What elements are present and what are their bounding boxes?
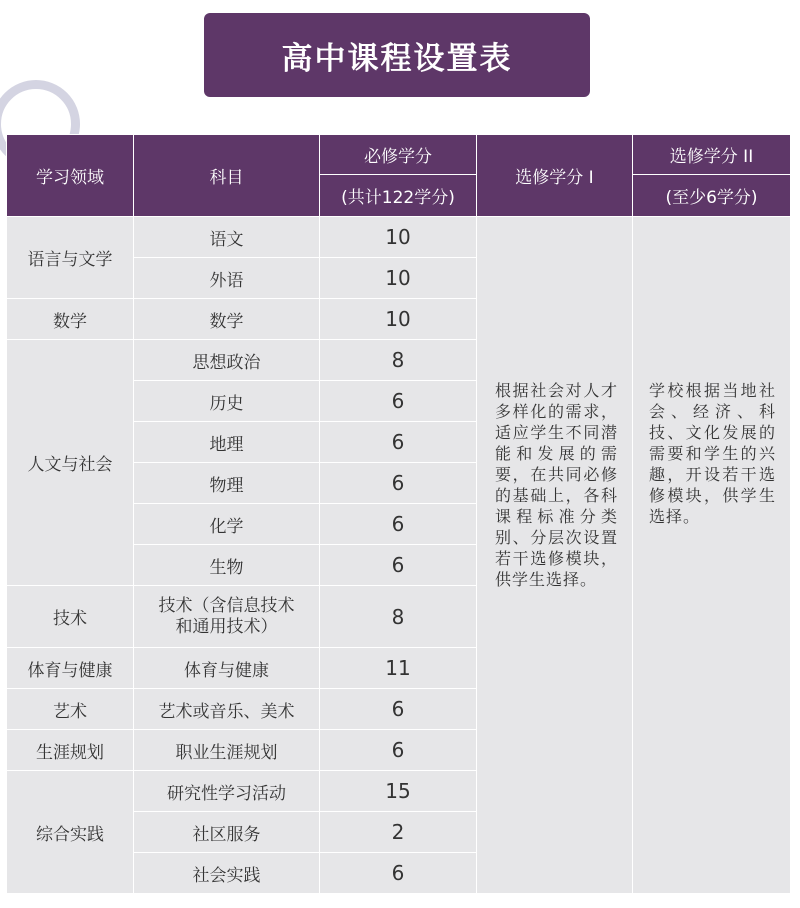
header-required: 必修学分 (320, 135, 477, 175)
subject-cell: 地理 (134, 422, 320, 463)
page-title: 高中课程设置表 (281, 40, 513, 77)
subject-cell: 外语 (134, 258, 320, 299)
credit-cell: 11 (320, 648, 477, 689)
subject-cell: 历史 (134, 381, 320, 422)
elective1-description: 根据社会对人才多样化的需求，适应学生不同潜能和发展的需要，在共同必修的基础上，各科课程标准分类别、分层次设置若干选修模块，供学生选择。 (495, 381, 618, 589)
subject-cell: 思想政治 (134, 340, 320, 381)
header-elective1: 选修学分 I (477, 135, 633, 217)
table-row (7, 217, 791, 258)
curriculum-table-container (6, 134, 790, 894)
domain-cell: 综合实践 (7, 771, 134, 894)
subject-cell: 社区服务 (134, 812, 320, 853)
credit-cell: 10 (320, 217, 477, 258)
subject-line: 技术（含信息技术 (158, 595, 295, 616)
credit-cell: 6 (320, 504, 477, 545)
credit-cell: 8 (320, 586, 477, 648)
subject-cell: 语文 (134, 217, 320, 258)
header-elective2-min: (至少6学分) (633, 175, 791, 217)
credit-cell: 10 (320, 258, 477, 299)
subject-cell: 化学 (134, 504, 320, 545)
header-domain: 学习领域 (7, 135, 134, 217)
subject-cell: 数学 (134, 299, 320, 340)
credit-cell: 15 (320, 771, 477, 812)
credit-cell: 6 (320, 381, 477, 422)
subject-cell: 职业生涯规划 (134, 730, 320, 771)
domain-cell: 艺术 (7, 689, 134, 730)
credit-cell: 6 (320, 853, 477, 894)
elective2-description: 学校根据当地社会、经济、科技、文化发展的需要和学生的兴趣，开设若干选修模块，供学生选择。 (649, 381, 776, 526)
domain-cell: 人文与社会 (7, 340, 134, 586)
header-row (7, 135, 791, 175)
domain-cell: 体育与健康 (7, 648, 134, 689)
domain-cell: 生涯规划 (7, 730, 134, 771)
subject-cell: 研究性学习活动 (134, 771, 320, 812)
curriculum-table (6, 134, 791, 894)
credit-cell: 8 (320, 340, 477, 381)
subject-cell: 社会实践 (134, 853, 320, 894)
credit-cell: 6 (320, 689, 477, 730)
credit-cell: 6 (320, 422, 477, 463)
credit-cell: 10 (320, 299, 477, 340)
domain-cell: 数学 (7, 299, 134, 340)
credit-cell: 6 (320, 730, 477, 771)
header-elective2: 选修学分 II (633, 135, 791, 175)
elective1-cell (477, 217, 633, 894)
domain-cell: 语言与文学 (7, 217, 134, 299)
subject-cell: 生物 (134, 545, 320, 586)
subject-cell: 体育与健康 (134, 648, 320, 689)
credit-cell: 6 (320, 463, 477, 504)
credit-cell: 2 (320, 812, 477, 853)
subject-cell (134, 586, 320, 648)
subject-cell: 物理 (134, 463, 320, 504)
credit-cell: 6 (320, 545, 477, 586)
domain-cell: 技术 (7, 586, 134, 648)
title-banner (204, 13, 590, 97)
elective2-cell (633, 217, 791, 894)
subject-line: 和通用技术） (175, 616, 278, 637)
header-required-total: (共计122学分) (320, 175, 477, 217)
header-subject: 科目 (134, 135, 320, 217)
subject-cell: 艺术或音乐、美术 (134, 689, 320, 730)
